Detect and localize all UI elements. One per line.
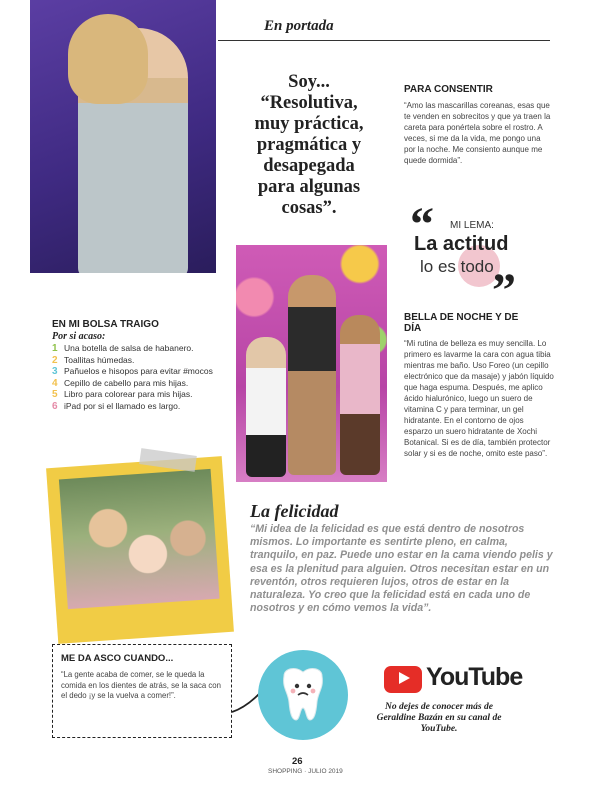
list-item-number: 1: [52, 343, 58, 354]
main-quote: Soy... “Resolutiva, muy práctica, pragmática y desapegada para algunas cosas”.: [254, 72, 364, 218]
list-item-number: 3: [52, 366, 58, 377]
list-item: [52, 389, 227, 401]
play-triangle-icon: [399, 672, 410, 684]
page-number: 26: [292, 756, 303, 767]
list-item: [52, 366, 227, 378]
photo-figure-child-right: [340, 315, 380, 475]
family-photo: [236, 245, 387, 482]
bolsa-list: [52, 343, 227, 412]
list-item-text: Pañuelos e hisopos para evitar #mocos: [64, 366, 213, 376]
header-divider: [218, 40, 550, 41]
list-item-number: 6: [52, 400, 58, 412]
close-quote-icon: ”: [492, 264, 516, 317]
bolsa-title: EN MI BOLSA TRAIGO: [52, 319, 159, 330]
list-item-number: 5: [52, 389, 58, 400]
youtube-logo: [384, 663, 523, 694]
polaroid-photo: [59, 469, 220, 609]
list-item-text: Toallitas húmedas.: [64, 354, 135, 365]
photo-figure-mother: [288, 275, 336, 475]
portrait-photo: [30, 0, 216, 273]
photo-figure-child-left: [246, 337, 286, 477]
consentir-text: “Amo las mascarillas coreanas, esas que te venden en sobrecitos y que ya traen la careta para ponértela sobre el rostro. A veces, si me da la vida, me pongo una por la noche. Me consiento aunque me quede dormida”.: [404, 101, 551, 165]
list-item: [52, 378, 227, 390]
asco-title: ME DA ASCO CUANDO...: [61, 653, 174, 664]
list-item-text: iPad por si el llamado es largo.: [64, 400, 181, 411]
list-item-text: Libro para colorear para mis hijas.: [64, 389, 193, 399]
consentir-title: PARA CONSENTIR: [404, 84, 493, 95]
list-item: [52, 355, 227, 367]
list-item-number: 2: [52, 354, 58, 366]
youtube-caption: No dejes de conocer más de Geraldine Bazán en su canal de YouTube.: [376, 702, 502, 734]
bella-title: BELLA DE NOCHE Y DE DÍA: [404, 312, 519, 334]
list-item-text: Cepillo de cabello para mis hijas.: [64, 377, 189, 388]
asco-box: [52, 644, 232, 738]
polaroid-frame: [46, 456, 234, 644]
list-item-text: Una botella de salsa de habanero.: [64, 343, 194, 353]
list-item: [52, 401, 227, 413]
list-item: [52, 343, 227, 355]
bolsa-subtitle: Por si acaso:: [52, 331, 106, 342]
lema-box: [410, 198, 560, 317]
felicidad-title: La felicidad: [250, 501, 339, 521]
tooth-icon: [270, 662, 336, 728]
bella-text: “Mi rutina de belleza es muy sencilla. Lo primero es lavarme la cara con agua tibia mientras me baño. Uso Foreo (un cepillo electrónico que da masaje) y jabón líquido que haga espuma. Después, me aplico ácido hialurónico, luego un suero de vitamina C y para terminar, un gel hidratante. En el contorno de ojos esparzo un suero hidratante de Xochi Botanical. Si es de día, también protector solar y si es de noche, omito este paso”.: [404, 339, 554, 458]
lema-line2: lo es todo: [420, 257, 494, 276]
open-quote-icon: “: [410, 198, 434, 251]
felicidad-text: “Mi idea de la felicidad es que está dentro de nosotros mismos. Lo importante es sentirte pleno, en calma, tranquilo, en paz. Puede uno estar en la cama viendo pelis y esa es la plenitud para alguien. Otros necesitan estar en un reventón, otros requieren lujos, otros de estar en la naturaleza. Yo creo que la felicidad está en cada uno de nosotros y en cómo vemos la vida”.: [250, 523, 553, 615]
lema-line1: La actitud: [414, 233, 509, 255]
youtube-wordmark: YouTube: [426, 663, 523, 691]
lema-label: MI LEMA:: [450, 220, 494, 231]
list-item-number: 4: [52, 377, 58, 389]
footer-text: SHOPPING · JULIO 2019: [268, 768, 343, 775]
asco-text: “La gente acaba de comer, se le queda la comida en los dientes de atrás, se la saca con el dedo ¡y se la vuelva a comer!”.: [61, 670, 221, 700]
section-header: En portada: [264, 18, 334, 34]
portrait-hair: [68, 14, 148, 104]
